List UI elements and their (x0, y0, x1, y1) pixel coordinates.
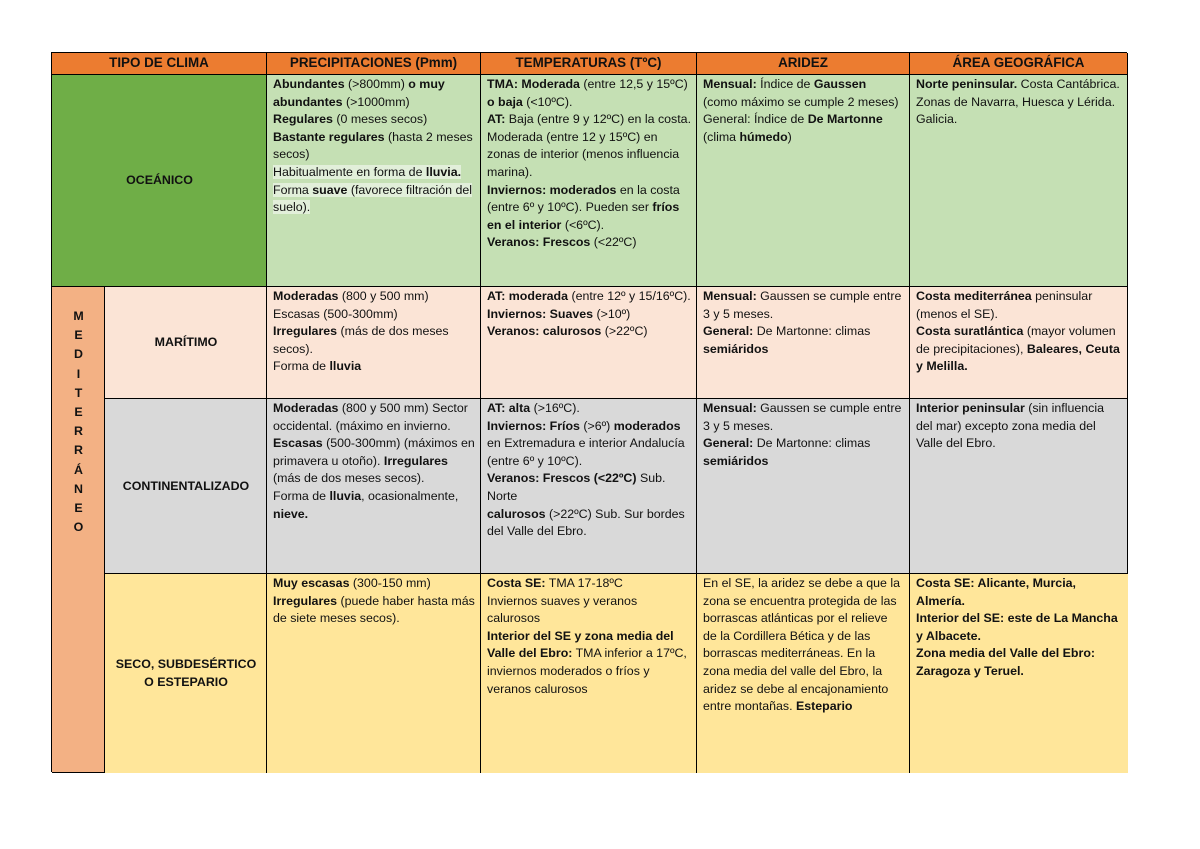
text-run: Mensual: (703, 401, 757, 415)
text-run: (>22ºC) Sub. Sur bordes del Valle del Ebro. (487, 506, 685, 539)
cell-seco-precipitaciones (267, 574, 481, 773)
header-temperaturas: TEMPERATURAS (TºC) (481, 53, 697, 75)
text-run: Inviernos: moderados (487, 182, 617, 197)
text-run: Forma de (273, 488, 330, 503)
text-run: Abundantes (273, 77, 345, 91)
text-run: (clima (703, 129, 740, 144)
vertical-letter: E (74, 405, 83, 420)
cell-maritimo-aridez (697, 287, 910, 399)
cell-paragraph (487, 323, 691, 341)
cell-paragraph (273, 358, 475, 376)
header-precipitaciones: PRECIPITACIONES (Pmm) (267, 53, 481, 75)
cell-paragraph (487, 182, 691, 235)
text-run: o muy abundantes (273, 77, 445, 109)
vertical-letter: N (74, 481, 83, 496)
cell-paragraph (703, 288, 904, 323)
text-run: semiáridos (703, 341, 769, 356)
vertical-letter: M (73, 309, 84, 323)
text-run: (300-150 mm) (349, 576, 431, 590)
text-run: en la costa (entre 6º y 10ºC). Pueden ser (487, 182, 680, 215)
text-run: Interior peninsular (916, 401, 1025, 415)
cell-seco-temperaturas (481, 574, 697, 773)
vertical-letter: O (73, 520, 84, 535)
text-run: (entre 12º y 15/16ºC). (568, 289, 691, 303)
vertical-letter: E (74, 501, 83, 516)
text-run: (>1000mm) (342, 94, 410, 109)
text-run: Bastante regulares (273, 129, 385, 144)
text-run: (sin influencia del mar) excepto zona media del Valle del Ebro. (916, 401, 1104, 451)
cell-paragraph (487, 418, 691, 471)
text-run: De Martonne: climas (753, 436, 871, 451)
row-label-seco: SECO, SUBDESÉRTICO O ESTEPARIO (105, 574, 267, 773)
cell-paragraph (273, 400, 475, 488)
cell-paragraph (703, 435, 904, 470)
cell-seco-aridez (697, 574, 910, 773)
text-run: Zona media del Valle del Ebro: Zaragoza y Teruel. (916, 646, 1096, 678)
cell-paragraph (487, 470, 691, 505)
cell-paragraph (487, 628, 691, 698)
mediterraneo-vertical-text (73, 307, 83, 772)
text-run: fríos en el interior (487, 200, 680, 232)
cell-paragraph (916, 610, 1123, 645)
text-run: (<22ºC) (590, 235, 637, 250)
text-run: Interior del SE: este de La Mancha y Albacete. (916, 611, 1118, 643)
text-run: (puede haber hasta más de siete meses secos). (273, 593, 475, 626)
cell-paragraph (703, 575, 904, 716)
header-tipo-clima: TIPO DE CLIMA (52, 53, 267, 75)
text-run: Habitualmente en forma de (273, 164, 426, 179)
text-run: (800 y 500 mm) Sector occidental. (máximo en invierno. (273, 401, 468, 433)
text-run: semiáridos (703, 453, 769, 468)
text-run: (>6º) (579, 418, 614, 433)
text-run: Gaussen (813, 77, 867, 91)
text-run: Veranos: Frescos (487, 471, 591, 486)
cell-continentalizado-area (910, 399, 1128, 574)
cell-paragraph (703, 400, 904, 435)
cell-paragraph (487, 111, 691, 181)
text-run: Veranos: Frescos (487, 235, 591, 250)
row-label-maritimo: MARÍTIMO (105, 287, 267, 399)
text-run: General: Índice de (703, 112, 808, 127)
cell-paragraph (916, 400, 1122, 453)
cell-paragraph (273, 129, 475, 164)
text-run: General: (703, 324, 754, 339)
text-run: (<22ºC) (590, 471, 637, 486)
cell-paragraph (487, 400, 691, 418)
text-run: Índice de (760, 77, 814, 91)
text-run: Costa SE: (487, 576, 546, 590)
text-run: (hasta 2 meses secos) (273, 129, 473, 162)
cell-paragraph (487, 76, 691, 111)
text-run: Muy escasas (273, 576, 350, 590)
vertical-letter: Á (74, 462, 83, 477)
text-run: o baja (487, 94, 523, 109)
cell-paragraph (703, 76, 904, 111)
text-run: (>800mm) (344, 77, 409, 91)
text-run: Irregulares (273, 324, 338, 339)
cell-paragraph (487, 288, 691, 306)
text-run: (>22ºC) (601, 324, 648, 339)
vertical-letter: E (74, 328, 83, 343)
text-run: Interior del SE y zona media del Valle del Ebro: (487, 628, 674, 661)
cell-paragraph (703, 323, 904, 358)
text-run: calurosos (487, 506, 546, 521)
text-run: Gaussen se cumple entre 3 y 5 meses. (703, 289, 902, 321)
text-run: Moderadas (273, 289, 339, 303)
text-run: en Extremadura e interior Andalucía (entre 6º y 10ºC). (487, 436, 685, 468)
text-run: húmedo (739, 129, 788, 144)
text-run: nieve. (273, 506, 309, 521)
text-run: AT: (487, 112, 509, 127)
vertical-letter: R (74, 424, 83, 439)
text-run: (más de dos meses secos). (273, 471, 425, 486)
text-run: Forma (273, 182, 313, 197)
text-run: (>10º) (593, 306, 631, 321)
text-run: AT: moderada (487, 289, 569, 303)
text-run: Costa mediterránea (916, 289, 1032, 303)
text-run: AT: alta (487, 401, 531, 415)
text-run: TMA: (487, 77, 522, 91)
text-run: Sub. Norte (487, 471, 666, 503)
cell-maritimo-area (910, 287, 1128, 399)
text-run: (>16ºC). (530, 401, 580, 415)
text-run: Estepario (795, 699, 853, 714)
cell-paragraph (703, 111, 904, 146)
cell-paragraph (273, 111, 475, 129)
cell-paragraph (273, 488, 475, 523)
text-run: (500-300mm) (máximos en primavera u otoño). (273, 436, 475, 468)
cell-maritimo-precipitaciones (267, 287, 481, 399)
text-run: Inviernos: Suaves (487, 306, 594, 321)
text-run: lluvia. (425, 164, 462, 179)
text-run: (mayor volumen de precipitaciones), (916, 324, 1116, 356)
cell-paragraph (273, 76, 475, 111)
text-run: suave (312, 182, 348, 197)
text-run: Galicia. (916, 112, 958, 127)
cell-paragraph (916, 111, 1122, 129)
header-area-geografica: ÁREA GEOGRÁFICA (910, 53, 1128, 75)
text-run: De Martonne (807, 112, 883, 127)
text-run: Escasas (273, 436, 323, 451)
text-run: Costa Cantábrica. Zonas de Navarra, Huesca y Lérida. (916, 77, 1120, 109)
cell-continentalizado-precipitaciones (267, 399, 481, 574)
text-run: Regulares (273, 112, 333, 127)
text-run: Irregulares (273, 593, 338, 608)
text-run: De Martonne: climas (753, 324, 871, 339)
text-run: (800 y 500 mm) (338, 289, 429, 303)
cell-paragraph (487, 306, 691, 324)
text-run: Forma de (273, 359, 330, 374)
text-run: (como máximo se cumple 2 meses) (703, 94, 899, 109)
text-run: TMA 17-18ºC (545, 576, 623, 590)
vertical-letter: T (74, 385, 83, 400)
cell-paragraph (487, 234, 691, 252)
text-run: peninsular (menos el SE). (916, 289, 1093, 321)
cell-paragraph (273, 288, 475, 306)
header-aridez: ARIDEZ (697, 53, 910, 75)
vertical-letter: R (74, 443, 83, 458)
text-run: Irregulares (383, 453, 448, 468)
vertical-letter: D (74, 347, 83, 362)
text-run: Mensual: (703, 289, 757, 303)
text-run: Norte peninsular. (916, 77, 1018, 91)
cell-paragraph (916, 76, 1122, 111)
cell-oceanico-precipitaciones (267, 75, 481, 287)
row-group-label-mediterraneo (52, 287, 105, 773)
text-run: , ocasionalmente, (361, 488, 459, 503)
text-run: Baja (entre 9 y 12ºC) en la costa. Moderada (entre 12 y 15ºC) en zonas de interior (menos influencia marina). (487, 112, 692, 179)
row-label-continentalizado: CONTINENTALIZADO (105, 399, 267, 574)
cell-paragraph (273, 182, 475, 217)
text-run: lluvia (329, 488, 362, 503)
cell-paragraph (916, 323, 1122, 376)
text-run: (más de dos meses secos). (273, 324, 449, 356)
text-run: Veranos: calurosos (487, 324, 602, 339)
text-run: Moderada (521, 77, 580, 91)
text-run: moderados (613, 418, 681, 433)
text-run: (<6ºC). (561, 217, 605, 232)
cell-maritimo-temperaturas (481, 287, 697, 399)
cell-oceanico-aridez (697, 75, 910, 287)
text-run: General: (703, 436, 754, 451)
cell-seco-area (910, 574, 1128, 773)
cell-paragraph (273, 323, 475, 358)
text-run: TMA inferior a 17ºC, inviernos moderados o fríos y veranos calurosos (487, 646, 687, 696)
vertical-letter: I (76, 366, 81, 381)
text-run: Mensual: (703, 77, 761, 91)
cell-paragraph (487, 575, 691, 593)
text-run: (0 meses secos) (332, 112, 428, 127)
cell-oceanico-area (910, 75, 1128, 287)
cell-continentalizado-aridez (697, 399, 910, 574)
text-run: Costa SE: Alicante, Murcia, Almería. (916, 576, 1076, 608)
climate-table (51, 52, 1127, 772)
text-run: Baleares, Ceuta y Melilla. (916, 341, 1120, 374)
text-run: Costa suratlántica (916, 324, 1024, 339)
cell-paragraph (273, 593, 475, 628)
text-run: Moderadas (273, 401, 339, 415)
cell-paragraph (916, 575, 1123, 610)
text-run: Escasas (500-300mm) (273, 306, 398, 321)
row-label-oceanico: OCEÁNICO (52, 75, 267, 287)
text-run: (<10ºC). (522, 94, 573, 109)
cell-paragraph (273, 306, 475, 324)
cell-paragraph (273, 575, 475, 593)
text-run: Inviernos suaves y veranos calurosos (487, 593, 638, 626)
cell-paragraph (487, 593, 691, 628)
cell-paragraph (273, 164, 475, 182)
cell-paragraph (487, 506, 691, 541)
text-run: ) (787, 129, 792, 144)
text-run: En el SE, la aridez se debe a que la zona se encuentra protegida de las borrascas atlánticas por el relieve de la Cordillera Bética y de las borrascas mediterráneas. En la zona media del valle del Ebro, la aridez se debe al encajonamiento entre montañas. (703, 576, 901, 714)
cell-continentalizado-temperaturas (481, 399, 697, 574)
text-run: Gaussen se cumple entre 3 y 5 meses. (703, 401, 902, 433)
text-run: lluvia (329, 359, 362, 374)
text-run: (entre 12,5 y 15ºC) (579, 77, 688, 91)
cell-oceanico-temperaturas (481, 75, 697, 287)
text-run: (favorece filtración del suelo). (273, 182, 473, 215)
cell-paragraph (916, 288, 1122, 323)
cell-paragraph (916, 645, 1123, 680)
text-run: Inviernos: Fríos (487, 418, 580, 433)
